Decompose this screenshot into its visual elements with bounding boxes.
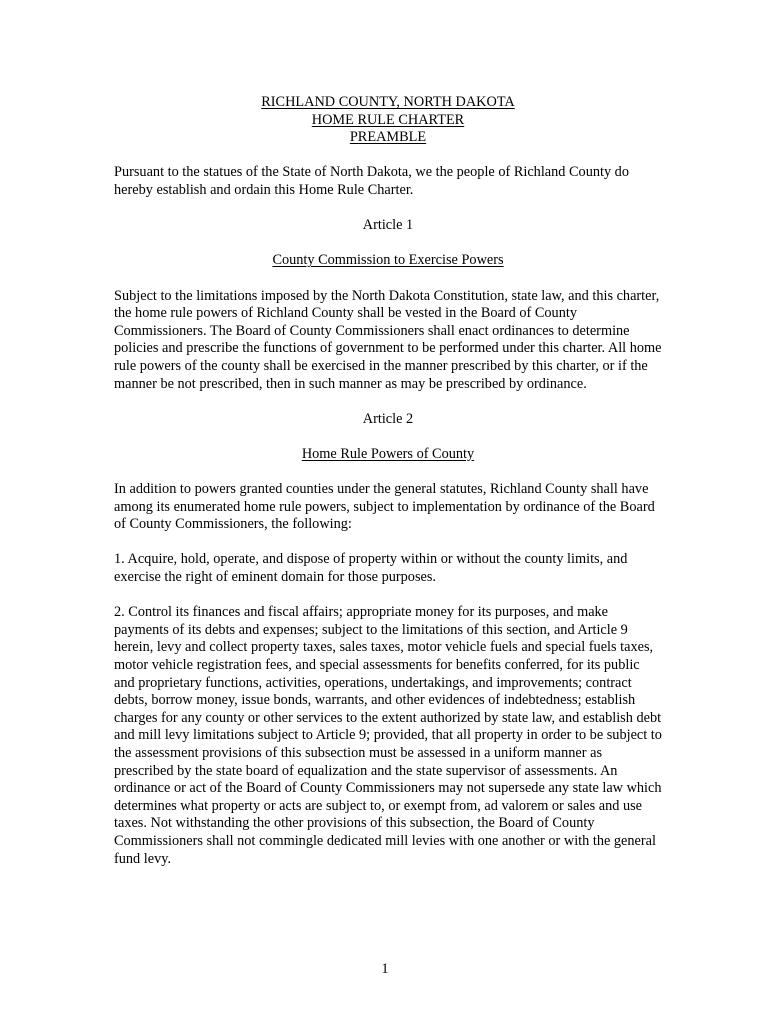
list-item: 1. Acquire, hold, operate, and dispose of property within or without the county limits, and exercise the right of eminent domain for those purposes. xyxy=(114,551,628,586)
article-2-label: Article 2 xyxy=(362,410,414,427)
article-2-intro: In addition to powers granted counties under the general statutes, Richland County shall have among its enumerated home rule powers, subject to implementation by ordinance of the Board of County Commissioners, the following: xyxy=(114,481,655,533)
preamble-paragraph: Pursuant to the statues of the State of North Dakota, we the people of Richland County do hereby establish and ordain this Home Rule Charter. xyxy=(114,164,629,198)
title-charter: HOME RULE CHARTER xyxy=(311,111,465,128)
title-county: RICHLAND COUNTY, NORTH DAKOTA xyxy=(261,94,515,110)
list-item: 2. Control its finances and fiscal affairs; appropriate money for its purposes, and make payments of its debts and expenses; subject to the limitations of this section, and Article 9 herein, levy and collect property taxes, sales taxes, motor vehicle fuels and special fuels taxes, motor vehicle registration fees, and special assessments for benefits conferred, for its public and proprietary functions, activities, operations, undertakings, and improvements; contract debts, borrow money, issue bonds, warrants, and other evidences of indebtedness; establish charges for any county or other services to the extent authorized by state law, and establish debt and mill levy limitations subject to Article 9; provided, that all property in order to be subject to the assessment provisions of this subsection must be assessed in a uniform manner as prescribed by the state board of equalization and the state supervisor of assessments. An ordinance or act of the Board of County Commissioners may not supersede any state law which determines what property or acts are subject to, or exempt from, ad valorem or sales and use taxes. Not withstanding the other provisions of this subsection, the Board of County Commissioners shall not commingle dedicated mill levies with one another or with the general fund levy. xyxy=(114,604,662,867)
page-number: 1 xyxy=(381,961,389,977)
article-1-body: Subject to the limitations imposed by the North Dakota Constitution, state law, and this charter, the home rule powers of Richland County shall be vested in the Board of County Commissioners. The Board of County Commissioners shall enact ordinances to determine policies and prescribe the functions of government to be performed under this charter. All home rule powers of the county shall be exercised in the manner prescribed by this charter, or if the manner be not prescribed, then in such manner as may be prescribed by ordinance. xyxy=(114,287,662,392)
article-1-label: Article 1 xyxy=(362,217,414,234)
title-preamble: PREAMBLE xyxy=(349,129,427,146)
article-1-heading: County Commission to Exercise Powers xyxy=(272,252,504,269)
document-title-block xyxy=(114,94,662,147)
article-2-heading: Home Rule Powers of County xyxy=(301,445,475,462)
document-page xyxy=(114,94,662,868)
